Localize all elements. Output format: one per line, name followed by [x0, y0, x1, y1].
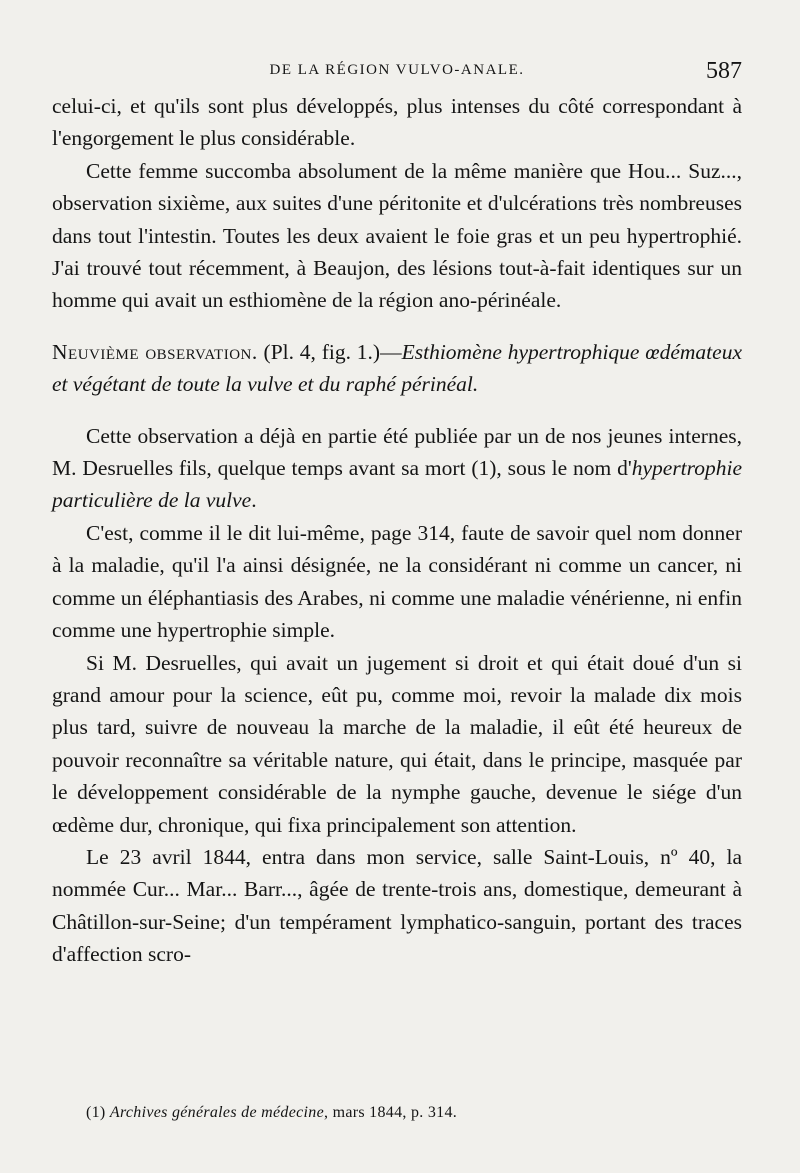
plate-reference: (Pl. 4, fig. 1.)—: [257, 339, 402, 364]
paragraph-naming: C'est, comme il le dit lui-même, page 314, faute de savoir quel nom donner à la maladie, qu'il l'a ainsi désignée, ne la considérant ni comme un cancer, ni comme un éléphantiasis des Arabes, ni comme une maladie vénérienne, ni enfin comme une hypertrophie simple.: [52, 520, 742, 643]
page-number: 587: [706, 58, 742, 84]
paragraph-desruelles: Si M. Desruelles, qui avait un jugement si droit et qui était doué d'un si grand amour pour la science, eût pu, comme moi, revoir la malade dix mois plus tard, suivre de nouveau la marche de la maladie, il eût été heureux de pouvoir reconnaître sa véritable nature, qui était, dans le principe, masquée par le développement considérable de la nymphe gauche, devenue le siége d'un œdème dur, chronique, qui fixa principalement son attention.: [52, 650, 742, 837]
observation-label: Neuvième observation.: [52, 339, 258, 364]
paragraph-continuation: celui-ci, et qu'ils sont plus développés, plus intenses du côté correspondant à l'engorgement le plus considérable.: [52, 94, 742, 151]
publication-title: hypertrophie particulière de la vulve: [52, 456, 742, 513]
page-header: [52, 58, 742, 88]
paragraph-admission: Le 23 avril 1844, entra dans mon service, salle Saint-Louis, nº 40, la nommée Cur... Mar... Barr..., âgée de trente-trois ans, domestique, demeurant à Châtillon-sur-Seine; d'un tempérament lymphatico-sanguin, portant des traces d'affection scro-: [52, 844, 742, 967]
page-body: [52, 90, 742, 971]
paragraph-publication: [52, 420, 742, 517]
observation-heading: [52, 336, 742, 401]
footnote-marker: (1): [86, 1104, 106, 1121]
footnote-details: , mars 1844, p. 314.: [323, 1104, 458, 1121]
running-head: DE LA RÉGION VULVO-ANALE.: [269, 62, 525, 78]
publication-text: Cette observation a déjà en partie été publiée par un de nos jeunes internes, M. Desruelles fils, quelque temps avant sa mort (1), sous le nom d': [52, 423, 742, 481]
footnote-source: Archives générales de médecine: [109, 1104, 324, 1121]
publication-end: .: [251, 488, 257, 513]
footnote: [86, 1104, 746, 1122]
observation-title: Esthiomène hypertrophique œdémateux et végétant de toute la vulve et du raphé périnéal.: [52, 339, 742, 397]
paragraph-death-account: Cette femme succomba absolument de la même manière que Hou... Suz..., observation sixième, aux suites d'une péritonite et d'ulcérations très nombreuses dans tout l'intestin. Toutes les deux avaient le foie gras et un peu hypertrophié. J'ai trouvé tout récemment, à Beaujon, des lésions tout-à-fait identiques sur un homme qui avait un esthiomène de la région ano-périnéale.: [52, 158, 742, 313]
